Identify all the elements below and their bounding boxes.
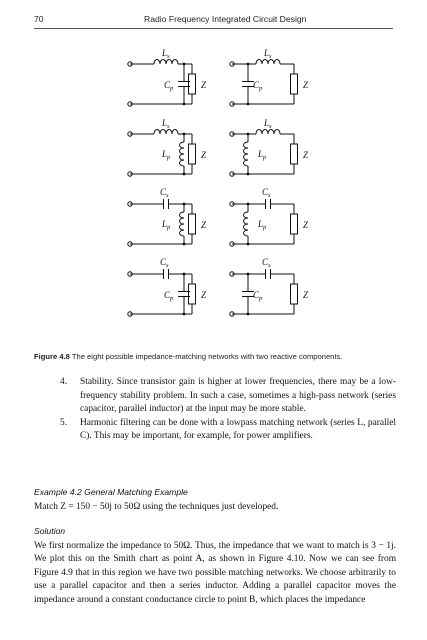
figure-label: Figure 4.8 — [34, 352, 70, 361]
shunt-inductor-label: $L_p$ — [258, 219, 267, 231]
load-resistor — [291, 284, 298, 304]
example-title: Example 4.2 General Matching Example — [34, 487, 188, 497]
series-capacitor-label: $C_s$ — [262, 187, 271, 199]
shunt-inductor-coil — [180, 212, 185, 236]
shunt-inductor-label: $L_p$ — [162, 149, 171, 161]
solution-title: Solution — [34, 526, 66, 536]
load-label: Z — [303, 220, 309, 230]
list-item-number: 5. — [60, 417, 68, 428]
numbered-list — [60, 376, 396, 444]
figure-caption — [34, 352, 404, 361]
load-resistor — [291, 74, 298, 94]
list-item — [60, 417, 396, 444]
shunt-capacitor-label: $C_p$ — [253, 80, 263, 92]
series-inductor-label: $L_s$ — [162, 118, 170, 130]
list-item-number: 4. — [60, 377, 68, 387]
shunt-inductor-label: $L_p$ — [258, 149, 267, 161]
load-resistor — [291, 144, 298, 164]
page-number: 70 — [34, 14, 44, 24]
figure-caption-text: The eight possible impedance-matching networks with two reactive components. — [71, 352, 343, 361]
shunt-inductor-coil — [244, 142, 249, 166]
load-label: Z — [303, 150, 309, 160]
load-resistor — [291, 214, 298, 234]
header-rule — [34, 28, 393, 29]
series-inductor-coil — [256, 130, 280, 135]
list-item-text: Stability. Since transistor gain is higher at lower frequencies, there may be a low-frequency stability problem. In such a case, sometimes a high-pass network (series capacitor, parallel inductor) at the input may be more stable. — [80, 377, 396, 415]
load-resistor — [189, 284, 196, 304]
shunt-inductor-coil — [180, 142, 185, 166]
load-label: Z — [303, 80, 309, 90]
page-header — [34, 14, 394, 28]
series-capacitor-label: $C_s$ — [160, 187, 169, 199]
figure-4-8-circuits — [0, 34, 427, 349]
load-resistor — [189, 144, 196, 164]
series-inductor-coil — [154, 60, 178, 65]
series-capacitor-label: $C_s$ — [262, 257, 271, 269]
series-capacitor-label: $C_s$ — [160, 257, 169, 269]
running-title: Radio Frequency Integrated Circuit Design — [144, 14, 307, 24]
shunt-inductor-coil — [244, 212, 249, 236]
solution-body: We first normalize the impedance to 50Ω. Thus, the impedance that we want to match is 3 − 1j. We plot this on the Smith chart as point A, as shown in Figure 4.10. Now we can see from Figure 4.9 that in this region we have two possible matching networks. We choose arbitrarily to use a parallel capacitor and then a series inductor. Adding a parallel capacitor moves the impedance around a constant conductance circle to point B, which places the impedance — [34, 541, 396, 605]
load-label: Z — [303, 290, 309, 300]
shunt-inductor-label: $L_p$ — [162, 219, 171, 231]
series-inductor-coil — [256, 60, 280, 65]
load-resistor — [189, 214, 196, 234]
load-label: Z — [201, 220, 207, 230]
load-label: Z — [201, 80, 207, 90]
series-inductor-label: $L_s$ — [264, 48, 272, 60]
series-inductor-coil — [154, 130, 178, 135]
shunt-capacitor-label: $C_p$ — [164, 290, 174, 302]
list-item — [60, 376, 396, 417]
load-label: Z — [201, 290, 207, 300]
load-label: Z — [201, 150, 207, 160]
series-inductor-label: $L_s$ — [162, 48, 170, 60]
load-resistor — [189, 74, 196, 94]
example-body: Match Z = 150 − 50j to 50Ω using the techniques just developed. — [34, 502, 279, 512]
list-item-text: Harmonic filtering can be done with a lowpass matching network (series L, parallel C). This may be important, for example, for power amplifiers. — [80, 417, 396, 442]
shunt-capacitor-label: $C_p$ — [164, 80, 174, 92]
series-inductor-label: $L_s$ — [264, 118, 272, 130]
shunt-capacitor-label: $C_p$ — [253, 290, 263, 302]
